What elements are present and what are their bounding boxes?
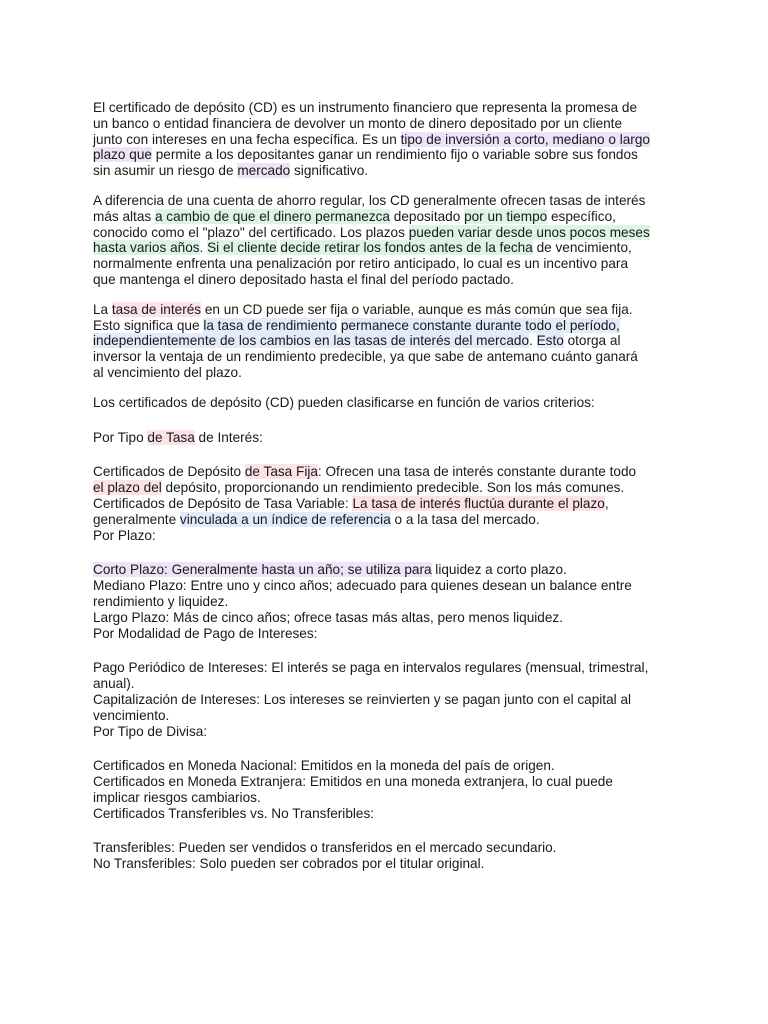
paragraph [93, 193, 680, 288]
text-segment: A diferencia de una cuenta de ahorro regular, los CD generalmente ofrecen tasas de interés [93, 192, 646, 208]
highlighted-text: de Tasa Fija [244, 464, 318, 480]
text-segment: conocido como el "plazo" del certificado. Los plazos [93, 224, 409, 240]
text-line [93, 692, 680, 708]
text-line [93, 256, 680, 272]
text-line [93, 318, 680, 334]
text-segment: Largo Plazo: Más de cinco años; ofrece tasas más altas, pero menos liquidez. [93, 609, 563, 625]
paragraph [93, 100, 680, 179]
text-segment: No Transferibles: Solo pueden ser cobrados por el titular original. [93, 856, 485, 872]
text-line [93, 209, 680, 225]
text-segment: depósito, proporcionando un rendimiento predecible. Son los más comunes. [161, 480, 625, 496]
text-segment: , [604, 495, 609, 511]
text-line [93, 132, 680, 148]
text-line [93, 225, 680, 241]
text-segment: al vencimiento del plazo. [93, 364, 242, 380]
highlighted-text: Esto [536, 333, 564, 349]
text-segment: Certificados de Depósito de Tasa Variable: [93, 495, 353, 511]
highlighted-text: tipo de inversión a corto, mediano o largo [400, 131, 650, 147]
text-segment: o a la tasa del mercado. [390, 511, 540, 527]
document-body [93, 100, 680, 872]
blank-line [93, 543, 680, 562]
text-segment: Por Plazo: [93, 527, 156, 543]
highlighted-text: Corto Plazo: Generalmente hasta un año; se utiliza para [93, 562, 432, 578]
text-line [93, 333, 680, 349]
text-line [93, 562, 680, 578]
text-segment: depositado [389, 208, 465, 224]
blank-line [93, 821, 680, 840]
text-segment: Transferibles: Pueden ser vendidos o transferidos en el mercado secundario. [93, 840, 557, 856]
text-line [93, 240, 680, 256]
paragraph [93, 395, 680, 872]
text-segment: específico, [547, 208, 616, 224]
text-line [93, 395, 680, 411]
text-line [93, 116, 680, 132]
text-line [93, 464, 680, 480]
text-segment: Esto significa que [93, 317, 204, 333]
text-line [93, 660, 680, 676]
text-segment: que mantenga el dinero depositado hasta el final del período pactado. [93, 271, 514, 287]
text-line [93, 528, 680, 544]
text-segment: otorga al [563, 333, 621, 349]
highlighted-text: independientemente de los cambios en las tasas de interés del mercado [93, 333, 530, 349]
text-line [93, 610, 680, 626]
highlighted-text: tasa de interés [111, 301, 202, 317]
highlighted-text: vinculada a un índice de referencia [179, 511, 391, 527]
text-segment: junto con intereses en una fecha específica. Es un [93, 131, 401, 147]
text-line [93, 480, 680, 496]
text-line [93, 193, 680, 209]
text-segment: vencimiento. [93, 707, 170, 723]
text-segment: Por Tipo [93, 429, 148, 445]
text-line [93, 147, 680, 163]
text-segment: Pago Periódico de Intereses: El interés se paga en intervalos regulares (mensual, trimestral, [93, 660, 649, 676]
text-segment: . [199, 240, 208, 256]
text-line [93, 496, 680, 512]
text-line [93, 676, 680, 692]
text-line [93, 806, 680, 822]
blank-line [93, 641, 680, 660]
text-line [93, 626, 680, 642]
text-line [93, 302, 680, 318]
highlighted-text: por un tiempo [464, 208, 548, 224]
text-line [93, 512, 680, 528]
text-segment: sin asumir un riesgo de [93, 163, 238, 179]
text-segment: Certificados Transferibles vs. No Transferibles: [93, 805, 375, 821]
highlighted-text: La tasa de interés fluctúa durante el plazo [352, 495, 605, 511]
text-segment: normalmente enfrenta una penalización por retiro anticipado, lo cual es un incentivo para [93, 256, 629, 272]
text-segment: más altas [93, 208, 155, 224]
text-line [93, 349, 680, 365]
text-line [93, 790, 680, 806]
text-line [93, 774, 680, 790]
text-segment: Por Modalidad de Pago de Intereses: [93, 625, 318, 641]
text-line [93, 430, 680, 446]
text-segment: de vencimiento, [532, 240, 632, 256]
highlighted-text: el plazo del [93, 480, 162, 496]
blank-line [93, 411, 680, 430]
text-segment: Los certificados de depósito (CD) pueden clasificarse en función de varios criterios: [93, 394, 595, 410]
highlighted-text: Si el cliente [207, 240, 277, 256]
text-segment: : Ofrecen una tasa de interés constante durante todo [317, 464, 637, 480]
text-segment: Capitalización de Intereses: Los intereses se reinvierten y se pagan junto con el capital al [93, 691, 632, 707]
text-segment: Certificados de Depósito [93, 464, 245, 480]
text-segment: permite a los depositantes ganar un rendimiento fijo o variable sobre sus fondos [151, 147, 638, 163]
blank-line [93, 445, 680, 464]
text-segment: Certificados en Moneda Extranjera: Emitidos en una moneda extranjera, lo cual puede [93, 774, 613, 790]
text-line [93, 100, 680, 116]
text-segment: rendimiento y liquidez. [93, 593, 229, 609]
highlighted-text: a cambio de que el dinero permanezca [154, 208, 390, 224]
highlighted-text: pueden variar desde unos pocos meses [408, 224, 650, 240]
text-line [93, 724, 680, 740]
highlighted-text: de Tasa [147, 429, 195, 445]
text-line [93, 272, 680, 288]
text-segment: El certificado de depósito (CD) es un instrumento financiero que representa la promesa de [93, 100, 638, 115]
text-line [93, 365, 680, 381]
text-segment: . [529, 333, 537, 349]
highlighted-text: hasta varios años [93, 240, 200, 256]
text-segment: liquidez a corto plazo. [431, 562, 567, 578]
highlighted-text: mercado [237, 163, 291, 179]
text-segment: de Interés: [194, 429, 263, 445]
text-segment: generalmente [93, 511, 180, 527]
text-line [93, 708, 680, 724]
text-segment: Por Tipo de Divisa: [93, 723, 208, 739]
text-segment: en un CD puede ser fija o variable, aunque es más común que sea fija. [201, 301, 633, 317]
text-segment: inversor la ventaja de un rendimiento predecible, ya que sabe de antemano cuánto ganará [93, 349, 638, 365]
text-segment: Mediano Plazo: Entre uno y cinco años; adecuado para quienes desean un balance entre [93, 578, 632, 594]
text-line [93, 578, 680, 594]
highlighted-text: plazo que [93, 147, 152, 163]
text-line [93, 594, 680, 610]
highlighted-text: decide retirar los fondos antes de la fecha [280, 240, 533, 256]
text-line [93, 856, 680, 872]
highlighted-text: permanece constante durante todo el período, [340, 317, 620, 333]
text-segment: Certificados en Moneda Nacional: Emitidos en la moneda del país de origen. [93, 758, 555, 774]
text-line [93, 758, 680, 774]
highlighted-text: la tasa de rendimiento [203, 317, 338, 333]
text-segment: significativo. [290, 163, 369, 179]
text-segment: implicar riesgos cambiarios. [93, 789, 261, 805]
text-segment: La [93, 301, 112, 317]
text-line [93, 163, 680, 179]
text-line [93, 840, 680, 856]
text-segment: anual). [93, 676, 135, 692]
blank-line [93, 739, 680, 758]
text-segment: un banco o entidad financiera de devolver un monto de dinero depositado por un cliente [93, 115, 623, 131]
paragraph [93, 302, 680, 381]
